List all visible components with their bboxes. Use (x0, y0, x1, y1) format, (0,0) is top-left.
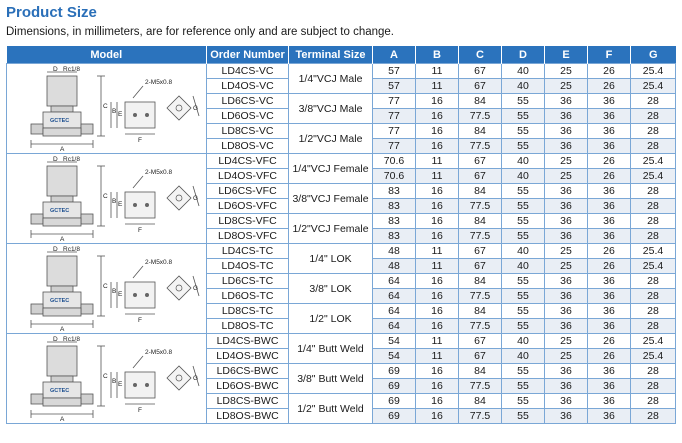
dim-a-label: A (60, 235, 65, 242)
order-number-cell: LD6OS-TC (207, 289, 289, 304)
dim-rc-label: Rc1/8 (63, 245, 80, 253)
dimension-cell-f: 26 (588, 169, 631, 184)
dimension-cell-a: 64 (373, 289, 416, 304)
dim-e-label: E (118, 380, 123, 388)
dimension-cell-c: 77.5 (459, 199, 502, 214)
dimension-cell-g: 25.4 (631, 154, 676, 169)
dimension-cell-e: 36 (545, 364, 588, 379)
dimension-cell-f: 26 (588, 79, 631, 94)
dimension-cell-e: 36 (545, 199, 588, 214)
model-drawing-cell (7, 154, 207, 244)
dim-e-label: E (118, 290, 123, 298)
dimension-cell-f: 36 (588, 214, 631, 229)
dimension-cell-d: 55 (502, 184, 545, 199)
column-header: G (631, 46, 676, 64)
order-number-cell: LD8CS-VC (207, 124, 289, 139)
dimension-cell-f: 36 (588, 409, 631, 424)
dimension-cell-c: 84 (459, 214, 502, 229)
dimension-cell-f: 26 (588, 334, 631, 349)
dimension-cell-f: 36 (588, 394, 631, 409)
terminal-size-cell: 1/2"VCJ Male (289, 124, 373, 154)
dimension-cell-e: 36 (545, 139, 588, 154)
column-header: B (416, 46, 459, 64)
dimension-cell-c: 77.5 (459, 409, 502, 424)
dimension-cell-b: 16 (416, 319, 459, 334)
table-header-row (7, 46, 676, 64)
dim-a-label: A (60, 325, 65, 332)
dimension-cell-c: 84 (459, 184, 502, 199)
dim-m-label: 2-M5x0.8 (145, 168, 173, 176)
order-number-cell: LD4CS-BWC (207, 334, 289, 349)
dimension-cell-d: 55 (502, 139, 545, 154)
order-number-cell: LD4OS-TC (207, 259, 289, 274)
dimension-cell-a: 77 (373, 124, 416, 139)
dimension-cell-e: 36 (545, 409, 588, 424)
dimension-cell-g: 25.4 (631, 64, 676, 79)
dimension-cell-a: 77 (373, 139, 416, 154)
column-header: F (588, 46, 631, 64)
dimension-cell-b: 11 (416, 154, 459, 169)
dimension-cell-g: 25.4 (631, 244, 676, 259)
dimension-cell-a: 77 (373, 109, 416, 124)
valve-dimension-drawing (7, 156, 205, 242)
dimension-cell-f: 36 (588, 94, 631, 109)
model-drawing-cell (7, 64, 207, 154)
dimension-cell-e: 25 (545, 334, 588, 349)
dim-c-label: C (103, 192, 108, 200)
dimension-cell-d: 55 (502, 214, 545, 229)
dimension-cell-d: 55 (502, 394, 545, 409)
dim-b-label: B (112, 197, 117, 205)
dimension-cell-d: 40 (502, 79, 545, 94)
dimension-cell-a: 77 (373, 94, 416, 109)
dimension-cell-b: 16 (416, 94, 459, 109)
dimension-cell-d: 40 (502, 244, 545, 259)
dim-c-label: C (103, 102, 108, 110)
dimension-cell-g: 28 (631, 319, 676, 334)
dimension-cell-c: 84 (459, 364, 502, 379)
column-header: Order Number (207, 46, 289, 64)
dimension-cell-d: 55 (502, 379, 545, 394)
dimension-cell-a: 57 (373, 64, 416, 79)
column-header: C (459, 46, 502, 64)
order-number-cell: LD6CS-BWC (207, 364, 289, 379)
dim-g-label: G (193, 374, 199, 382)
dim-m-label: 2-M5x0.8 (145, 348, 173, 356)
dimension-cell-d: 55 (502, 109, 545, 124)
order-number-cell: LD6CS-VFC (207, 184, 289, 199)
page-title: Product Size (6, 4, 97, 21)
dimension-cell-c: 67 (459, 334, 502, 349)
terminal-size-cell: 1/2"VCJ Female (289, 214, 373, 244)
dimension-cell-a: 70.6 (373, 169, 416, 184)
dimension-cell-e: 36 (545, 109, 588, 124)
dim-d-label: D (53, 65, 58, 73)
dimension-cell-b: 11 (416, 169, 459, 184)
dimension-cell-a: 64 (373, 274, 416, 289)
dimension-cell-a: 70.6 (373, 154, 416, 169)
valve-dimension-drawing (7, 336, 205, 422)
dimension-cell-c: 84 (459, 94, 502, 109)
dimension-cell-b: 16 (416, 109, 459, 124)
dimension-cell-g: 28 (631, 109, 676, 124)
dimension-cell-g: 28 (631, 124, 676, 139)
dimension-cell-a: 83 (373, 184, 416, 199)
dimension-cell-d: 40 (502, 64, 545, 79)
dimension-cell-e: 25 (545, 64, 588, 79)
order-number-cell: LD4OS-BWC (207, 349, 289, 364)
order-number-cell: LD8OS-BWC (207, 409, 289, 424)
dimension-cell-c: 67 (459, 64, 502, 79)
dimension-cell-b: 11 (416, 79, 459, 94)
column-header: E (545, 46, 588, 64)
dimension-cell-e: 36 (545, 289, 588, 304)
dimension-cell-b: 16 (416, 289, 459, 304)
dimension-cell-g: 28 (631, 289, 676, 304)
dimension-cell-d: 55 (502, 274, 545, 289)
dimension-cell-e: 25 (545, 169, 588, 184)
dimension-cell-c: 67 (459, 259, 502, 274)
dimension-cell-f: 36 (588, 364, 631, 379)
dimension-cell-f: 36 (588, 109, 631, 124)
dim-c-label: C (103, 282, 108, 290)
dimension-cell-f: 36 (588, 124, 631, 139)
dim-c-label: C (103, 372, 108, 380)
dimension-cell-b: 11 (416, 349, 459, 364)
dim-a-label: A (60, 145, 65, 152)
dimension-cell-a: 69 (373, 379, 416, 394)
dim-f-label: F (138, 136, 142, 144)
dimension-cell-b: 16 (416, 394, 459, 409)
order-number-cell: LD4CS-TC (207, 244, 289, 259)
dim-f-label: F (138, 316, 142, 324)
dimension-cell-a: 69 (373, 409, 416, 424)
dimension-cell-b: 11 (416, 334, 459, 349)
order-number-cell: LD8CS-BWC (207, 394, 289, 409)
order-number-cell: LD4OS-VC (207, 79, 289, 94)
dimension-cell-b: 16 (416, 304, 459, 319)
dimension-cell-d: 55 (502, 409, 545, 424)
dimension-cell-b: 16 (416, 379, 459, 394)
dimension-cell-e: 25 (545, 79, 588, 94)
brand-label: GCTEC (50, 117, 70, 124)
terminal-size-cell: 1/4"VCJ Female (289, 154, 373, 184)
dimension-cell-d: 40 (502, 334, 545, 349)
dimension-cell-c: 67 (459, 154, 502, 169)
dimension-cell-f: 36 (588, 229, 631, 244)
dimension-cell-b: 16 (416, 274, 459, 289)
dimension-cell-g: 28 (631, 229, 676, 244)
brand-label: GCTEC (50, 297, 70, 304)
dimension-cell-b: 11 (416, 64, 459, 79)
table-row (7, 64, 676, 79)
dimension-cell-f: 26 (588, 349, 631, 364)
dimension-cell-b: 11 (416, 244, 459, 259)
dimension-cell-e: 36 (545, 214, 588, 229)
dimension-cell-b: 16 (416, 184, 459, 199)
dimension-cell-f: 36 (588, 274, 631, 289)
dimension-cell-g: 28 (631, 94, 676, 109)
dimension-cell-g: 28 (631, 379, 676, 394)
dimension-cell-c: 77.5 (459, 139, 502, 154)
terminal-size-cell: 3/8"VCJ Male (289, 94, 373, 124)
dimension-cell-d: 55 (502, 229, 545, 244)
dimension-cell-c: 77.5 (459, 379, 502, 394)
dimension-cell-d: 55 (502, 289, 545, 304)
dim-d-label: D (53, 155, 58, 163)
order-number-cell: LD4OS-VFC (207, 169, 289, 184)
dimension-cell-g: 28 (631, 304, 676, 319)
table-row (7, 244, 676, 259)
dim-g-label: G (193, 284, 199, 292)
order-number-cell: LD6OS-VC (207, 109, 289, 124)
brand-label: GCTEC (50, 207, 70, 214)
dimension-cell-b: 16 (416, 124, 459, 139)
dim-d-label: D (53, 335, 58, 343)
terminal-size-cell: 3/8"VCJ Female (289, 184, 373, 214)
terminal-size-cell: 1/4"VCJ Male (289, 64, 373, 94)
dimension-cell-c: 67 (459, 349, 502, 364)
dimension-cell-c: 84 (459, 124, 502, 139)
dimension-cell-d: 55 (502, 364, 545, 379)
dimension-cell-a: 54 (373, 349, 416, 364)
column-header: A (373, 46, 416, 64)
dimension-cell-g: 28 (631, 409, 676, 424)
dim-g-label: G (193, 104, 199, 112)
dim-rc-label: Rc1/8 (63, 335, 80, 343)
dimension-cell-e: 36 (545, 319, 588, 334)
dimension-cell-e: 36 (545, 304, 588, 319)
model-drawing-cell (7, 334, 207, 424)
dimension-cell-b: 16 (416, 409, 459, 424)
dimension-cell-c: 77.5 (459, 229, 502, 244)
dimension-cell-g: 25.4 (631, 259, 676, 274)
dimension-cell-g: 28 (631, 394, 676, 409)
dim-b-label: B (112, 287, 117, 295)
dimension-cell-e: 25 (545, 349, 588, 364)
terminal-size-cell: 1/2" Butt Weld (289, 394, 373, 424)
dimension-cell-c: 84 (459, 394, 502, 409)
dimension-cell-b: 16 (416, 364, 459, 379)
dimension-cell-a: 48 (373, 259, 416, 274)
dimension-cell-f: 26 (588, 64, 631, 79)
dimension-cell-f: 26 (588, 244, 631, 259)
dimension-cell-f: 36 (588, 379, 631, 394)
dimension-cell-a: 64 (373, 304, 416, 319)
terminal-size-cell: 1/4" LOK (289, 244, 373, 274)
dim-d-label: D (53, 245, 58, 253)
table-body (7, 64, 676, 424)
dim-b-label: B (112, 107, 117, 115)
table-row (7, 154, 676, 169)
dimension-cell-g: 25.4 (631, 334, 676, 349)
order-number-cell: LD4CS-VFC (207, 154, 289, 169)
dim-f-label: F (138, 406, 142, 414)
dim-g-label: G (193, 194, 199, 202)
dimension-cell-c: 67 (459, 244, 502, 259)
dimension-cell-f: 36 (588, 319, 631, 334)
dim-b-label: B (112, 377, 117, 385)
dim-e-label: E (118, 200, 123, 208)
order-number-cell: LD8CS-TC (207, 304, 289, 319)
column-header: Terminal Size (289, 46, 373, 64)
dim-rc-label: Rc1/8 (63, 65, 80, 73)
dimension-cell-e: 36 (545, 124, 588, 139)
dim-f-label: F (138, 226, 142, 234)
dimension-cell-g: 28 (631, 199, 676, 214)
dimension-cell-b: 16 (416, 214, 459, 229)
table-row (7, 334, 676, 349)
dimension-cell-f: 36 (588, 139, 631, 154)
dimension-cell-c: 77.5 (459, 109, 502, 124)
dimension-cell-f: 26 (588, 154, 631, 169)
dimension-cell-a: 83 (373, 229, 416, 244)
terminal-size-cell: 1/2" LOK (289, 304, 373, 334)
dimension-cell-b: 16 (416, 139, 459, 154)
dimension-cell-e: 36 (545, 229, 588, 244)
dimension-cell-d: 55 (502, 124, 545, 139)
dimension-cell-d: 40 (502, 259, 545, 274)
dimension-cell-g: 28 (631, 364, 676, 379)
valve-dimension-drawing (7, 246, 205, 332)
dimension-cell-g: 28 (631, 184, 676, 199)
brand-label: GCTEC (50, 387, 70, 394)
dimension-cell-a: 57 (373, 79, 416, 94)
dimension-cell-b: 11 (416, 259, 459, 274)
dimension-cell-g: 25.4 (631, 349, 676, 364)
dimension-cell-f: 36 (588, 199, 631, 214)
dimension-cell-e: 25 (545, 244, 588, 259)
dimension-cell-d: 55 (502, 199, 545, 214)
dimension-cell-c: 84 (459, 274, 502, 289)
dimension-cell-f: 36 (588, 184, 631, 199)
dimension-cell-d: 55 (502, 319, 545, 334)
valve-dimension-drawing (7, 66, 205, 152)
dimension-cell-e: 25 (545, 154, 588, 169)
terminal-size-cell: 3/8" LOK (289, 274, 373, 304)
dimension-cell-d: 40 (502, 349, 545, 364)
dimension-cell-b: 16 (416, 229, 459, 244)
order-number-cell: LD8CS-VFC (207, 214, 289, 229)
dimension-cell-f: 36 (588, 304, 631, 319)
dimension-cell-d: 55 (502, 304, 545, 319)
terminal-size-cell: 1/4" Butt Weld (289, 334, 373, 364)
dimension-cell-a: 64 (373, 319, 416, 334)
dimension-cell-g: 25.4 (631, 79, 676, 94)
dimension-cell-d: 40 (502, 169, 545, 184)
dimension-cell-g: 28 (631, 139, 676, 154)
order-number-cell: LD8OS-VC (207, 139, 289, 154)
dimension-cell-c: 77.5 (459, 289, 502, 304)
dimension-cell-e: 25 (545, 259, 588, 274)
order-number-cell: LD8OS-TC (207, 319, 289, 334)
dimension-cell-e: 36 (545, 94, 588, 109)
page-subtitle: Dimensions, in millimeters, are for reference only and are subject to change. (6, 26, 394, 38)
terminal-size-cell: 3/8" Butt Weld (289, 364, 373, 394)
order-number-cell: LD6OS-VFC (207, 199, 289, 214)
order-number-cell: LD6CS-VC (207, 94, 289, 109)
dimension-cell-c: 77.5 (459, 319, 502, 334)
dim-a-label: A (60, 415, 65, 422)
product-size-table (6, 46, 676, 424)
dimension-cell-a: 69 (373, 364, 416, 379)
dimension-cell-g: 28 (631, 274, 676, 289)
dimension-cell-c: 67 (459, 79, 502, 94)
column-header: D (502, 46, 545, 64)
dimension-cell-c: 84 (459, 304, 502, 319)
order-number-cell: LD6OS-BWC (207, 379, 289, 394)
dim-m-label: 2-M5x0.8 (145, 258, 173, 266)
dimension-cell-g: 28 (631, 214, 676, 229)
dimension-cell-c: 67 (459, 169, 502, 184)
dim-m-label: 2-M5x0.8 (145, 78, 173, 86)
order-number-cell: LD8OS-VFC (207, 229, 289, 244)
dim-e-label: E (118, 110, 123, 118)
dimension-cell-a: 83 (373, 199, 416, 214)
dimension-cell-e: 36 (545, 274, 588, 289)
order-number-cell: LD4CS-VC (207, 64, 289, 79)
dimension-cell-e: 36 (545, 184, 588, 199)
dimension-cell-d: 40 (502, 154, 545, 169)
model-drawing-cell (7, 244, 207, 334)
dimension-cell-a: 83 (373, 214, 416, 229)
dimension-cell-e: 36 (545, 379, 588, 394)
dimension-cell-a: 69 (373, 394, 416, 409)
dim-rc-label: Rc1/8 (63, 155, 80, 163)
order-number-cell: LD6CS-TC (207, 274, 289, 289)
dimension-cell-d: 55 (502, 94, 545, 109)
dimension-cell-g: 25.4 (631, 169, 676, 184)
dimension-cell-f: 26 (588, 259, 631, 274)
dimension-cell-b: 16 (416, 199, 459, 214)
dimension-cell-f: 36 (588, 289, 631, 304)
column-header: Model (7, 46, 207, 64)
dimension-cell-a: 54 (373, 334, 416, 349)
dimension-cell-e: 36 (545, 394, 588, 409)
dimension-cell-a: 48 (373, 244, 416, 259)
